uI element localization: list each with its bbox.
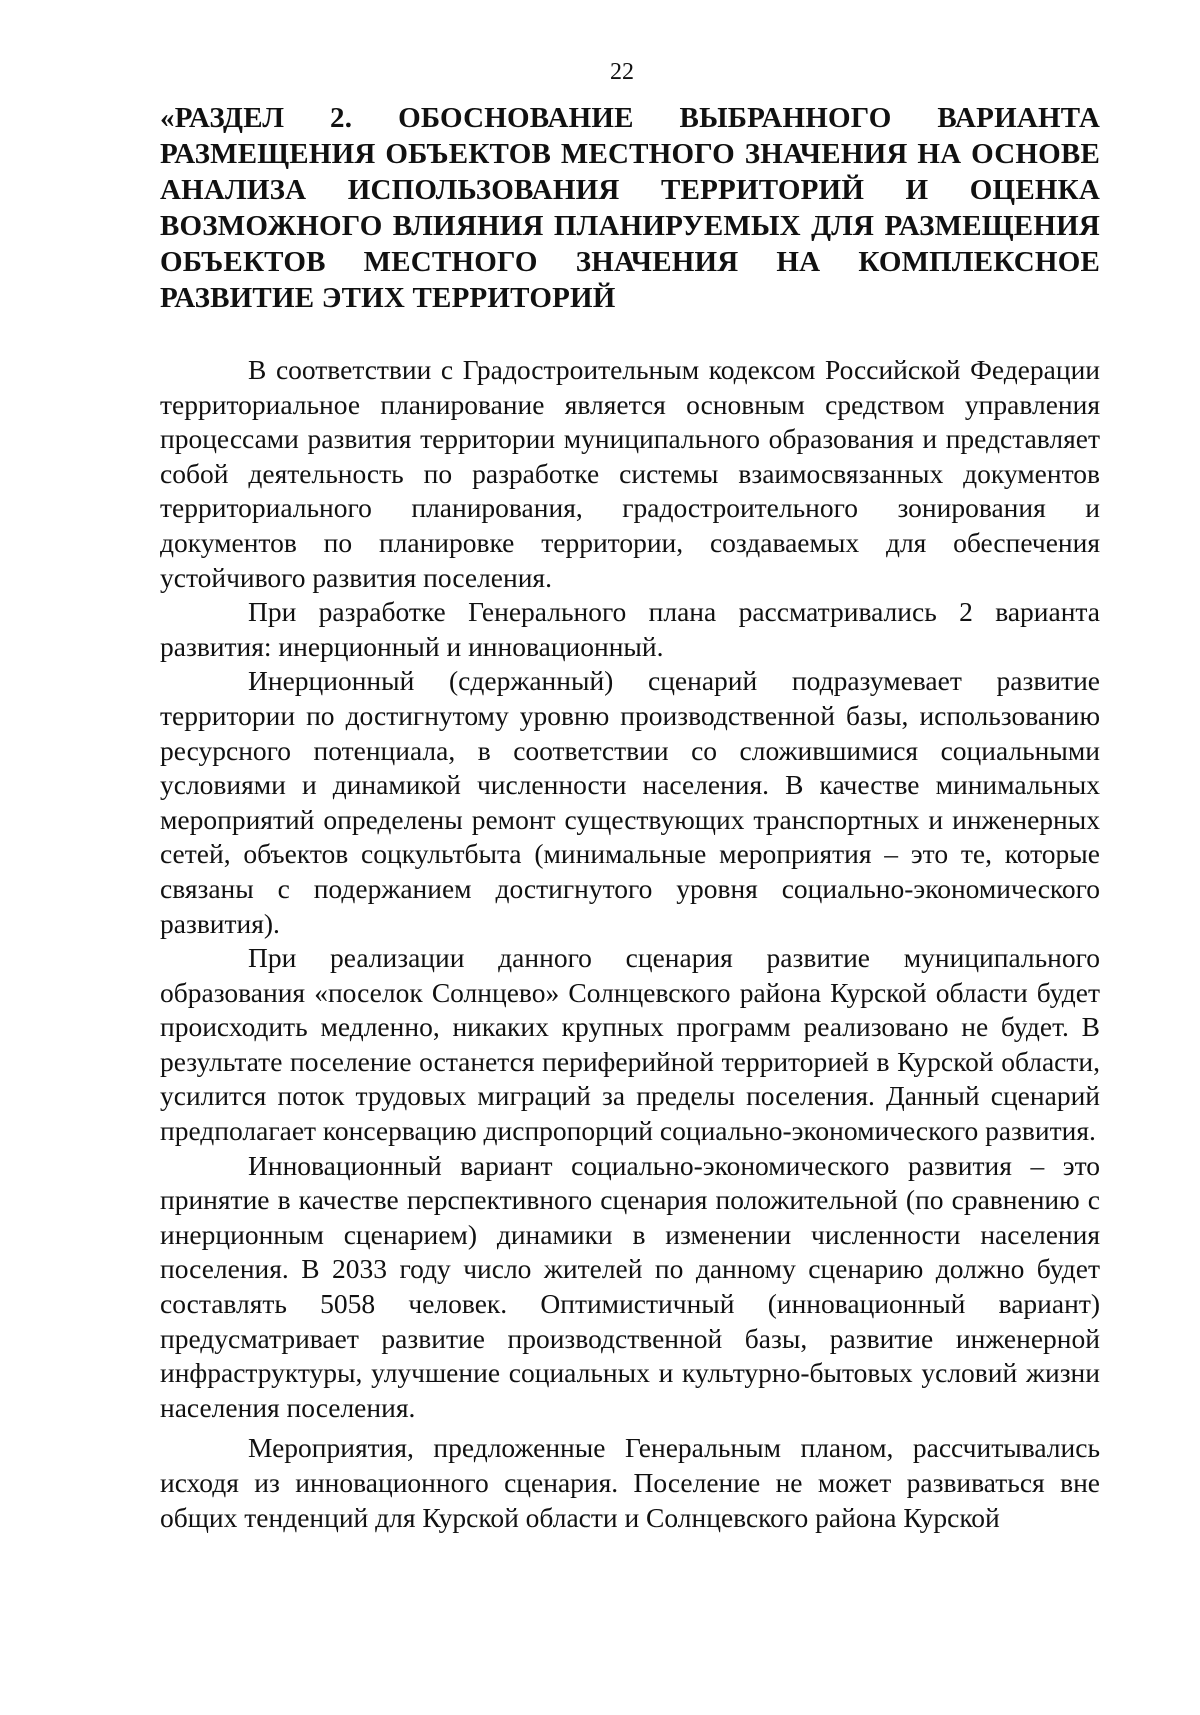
heading-line: ОБЪЕКТОВ МЕСТНОГО ЗНАЧЕНИЯ НА КОМПЛЕКСНОЕ <box>160 246 1100 278</box>
page-number: 22 <box>610 59 634 85</box>
heading-line: ВОЗМОЖНОГО ВЛИЯНИЯ ПЛАНИРУЕМЫХ ДЛЯ РАЗМЕЩЕНИЯ <box>160 210 1100 242</box>
body-text <box>160 353 1100 1535</box>
paragraph: Инерционный (сдержанный) сценарий подразумевает развитие территории по достигнутому уровню производственной базы, использованию ресурсного потенциала, в соответствии со сложившимися социальными условиями и динамикой численности населения. В качестве минимальных мероприятий определены ремонт существующих транспортных и инженерных сетей, объектов соцкультбыта (минимальные мероприятия – это те, которые связаны с подержанием достигнутого уровня социально-экономического развития). <box>160 665 1100 939</box>
section-heading <box>160 100 1100 316</box>
heading-line: РАЗМЕЩЕНИЯ ОБЪЕКТОВ МЕСТНОГО ЗНАЧЕНИЯ НА ОСНОВЕ <box>160 138 1100 170</box>
heading-line: АНАЛИЗА ИСПОЛЬЗОВАНИЯ ТЕРРИТОРИЙ И ОЦЕНКА <box>160 174 1100 206</box>
heading-line: «РАЗДЕЛ 2. ОБОСНОВАНИЕ ВЫБРАННОГО ВАРИАНТА <box>160 102 1100 134</box>
paragraph: Мероприятия, предложенные Генеральным планом, рассчитывались исходя из инновационного сценария. Поселение не может развиваться вне общих тенденций для Курской области и Солнцевского района Курской <box>160 1432 1100 1533</box>
paragraph: Инновационный вариант социально-экономического развития – это принятие в качестве перспективного сценария положительной (по сравнению с инерционным сценарием) динамики в изменении численности населения поселения. В 2033 году число жителей по данному сценарию должно будет составлять 5058 человек. Оптимистичный (инновационный вариант) предусматривает развитие производственной базы, развитие инженерной инфраструктуры, улучшение социальных и культурно-бытовых условий жизни населения поселения. <box>160 1149 1100 1423</box>
paragraph: При разработке Генерального плана рассматривались 2 варианта развития: инерционный и инновационный. <box>160 596 1100 662</box>
heading-line: РАЗВИТИЕ ЭТИХ ТЕРРИТОРИЙ <box>160 282 616 314</box>
paragraph: При реализации данного сценария развитие муниципального образования «поселок Солнцево» Солнцевского района Курской области будет происходить медленно, никаких крупных программ реализовано не будет. В результате поселение останется периферийной территорией в Курской области, усилится поток трудовых миграций за пределы поселения. Данный сценарий предполагает консервацию диспропорций социально-экономического развития. <box>160 942 1100 1147</box>
paragraph: В соответствии с Градостроительным кодексом Российской Федерации территориальное планирование является основным средством управления процессами развития территории муниципального образования и представляет собой деятельность по разработке системы взаимосвязанных документов территориального планирования, градостроительного зонирования и документов по планировке территории, создаваемых для обеспечения устойчивого развития поселения. <box>160 354 1100 593</box>
